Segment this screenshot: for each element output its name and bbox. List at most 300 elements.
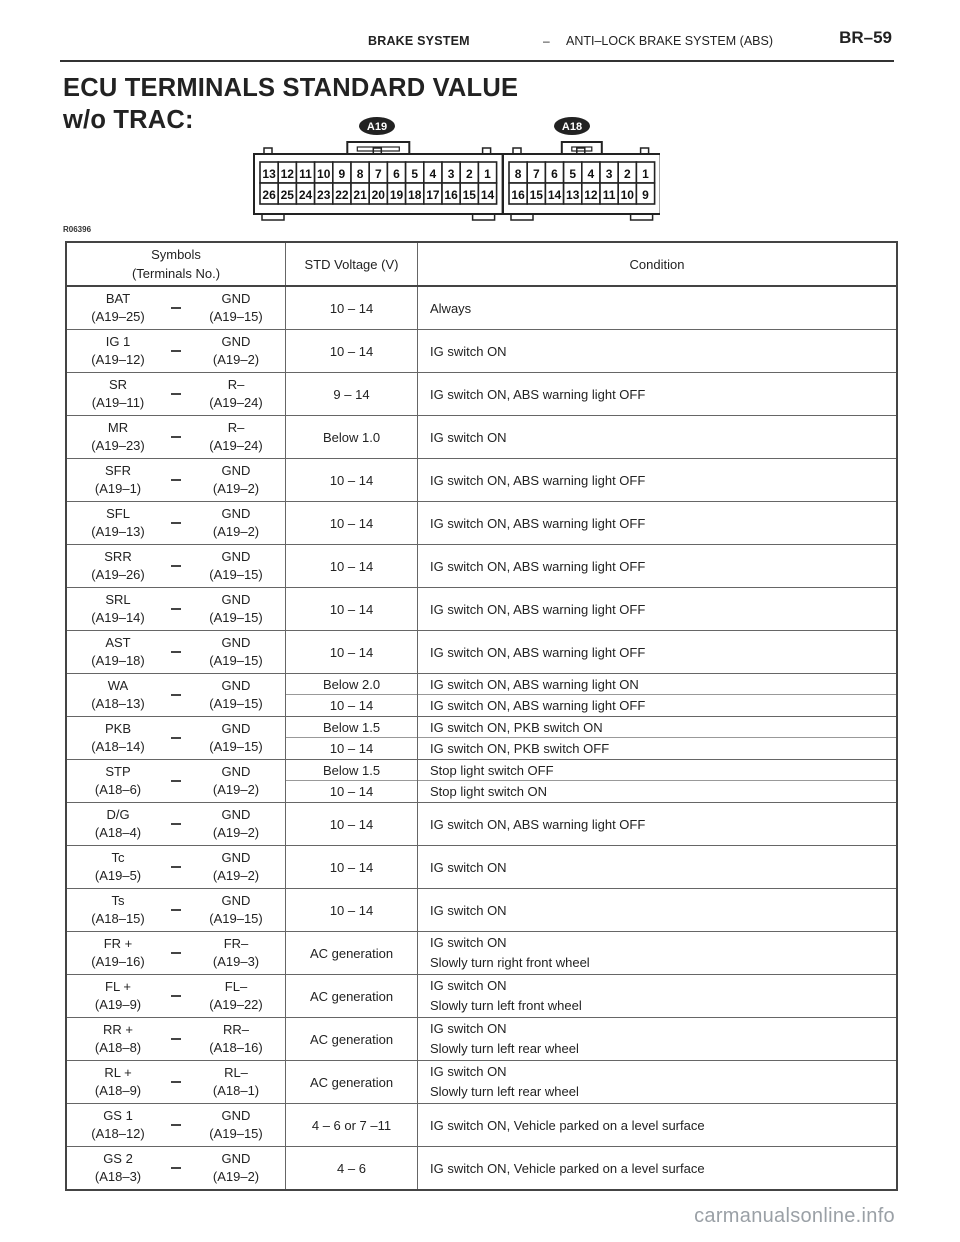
condition-cell [418, 588, 896, 630]
terminal-separator [171, 1081, 181, 1083]
voltage-value: AC generation [309, 1031, 394, 1047]
terminal-separator [171, 1038, 181, 1040]
pin-number: 7 [374, 167, 382, 181]
terminal-number: (A19–15) [209, 610, 263, 625]
label-a19: A19 [366, 121, 388, 133]
condition-text: Stop light switch ON [430, 784, 548, 799]
connector-diagram [240, 110, 660, 240]
terminal-number: (A19–2) [212, 782, 260, 797]
terminal-separator [171, 307, 181, 309]
pin-number: 12 [584, 188, 598, 202]
terminal-separator [171, 522, 181, 524]
terminal-symbol: Tc [111, 850, 125, 865]
subsection-title: ANTI–LOCK BRAKE SYSTEM (ABS) [566, 34, 773, 48]
header-voltage: STD Voltage (V) [286, 243, 418, 285]
terminal-symbol: GND [221, 463, 251, 478]
voltage-value: 10 – 14 [329, 300, 374, 316]
voltage-cell [286, 674, 418, 716]
terminal-negative [191, 545, 281, 587]
pin-number: 18 [408, 188, 422, 202]
condition-text: IG switch ON, ABS warning light OFF [430, 515, 646, 531]
condition-text: Stop light switch OFF [418, 760, 896, 781]
terminal-separator [171, 1124, 181, 1126]
pin-number: 23 [317, 188, 331, 202]
condition-text: IG switch ON, PKB switch ON [418, 717, 896, 738]
table-row [67, 803, 896, 846]
terminal-negative [191, 459, 281, 501]
voltage-value: 10 – 14 [329, 644, 374, 660]
table-row [67, 1061, 896, 1104]
terminal-positive [73, 1018, 163, 1060]
voltage-cell [286, 1061, 418, 1103]
pin-number: 20 [371, 188, 385, 202]
terminal-number: (A19–23) [91, 438, 145, 453]
terminal-number: (A19–15) [209, 567, 263, 582]
terminal-symbol: FL– [224, 979, 248, 994]
terminal-separator [171, 350, 181, 352]
condition-cell [418, 1018, 896, 1060]
condition-text: IG switch ON [430, 1064, 507, 1079]
pin-number: 13 [262, 167, 276, 181]
terminal-positive [73, 373, 163, 415]
terminal-symbol: SR [108, 377, 128, 392]
condition-cell [418, 760, 896, 802]
terminal-positive [73, 330, 163, 372]
terminal-symbol: GND [221, 334, 251, 349]
terminal-negative [191, 330, 281, 372]
symbol-cell [67, 502, 286, 544]
voltage-value: 10 – 14 [329, 784, 374, 799]
terminal-number: (A18–1) [212, 1083, 260, 1098]
pin-number: 22 [335, 188, 349, 202]
terminal-negative [191, 1147, 281, 1189]
terminal-negative [191, 846, 281, 888]
voltage-value: 4 – 6 or 7 –11 [311, 1117, 392, 1133]
terminal-number: (A19–9) [94, 997, 142, 1012]
voltage-value: 10 – 14 [329, 515, 374, 531]
condition-text: IG switch ON, ABS warning light OFF [430, 644, 646, 660]
terminal-number: (A19–2) [212, 481, 260, 496]
pin-number: 10 [620, 188, 634, 202]
pin-number: 7 [532, 167, 540, 181]
terminal-number: (A18–3) [94, 1169, 142, 1184]
pin-number: 14 [480, 188, 495, 202]
terminal-negative [191, 1104, 281, 1146]
terminal-number: (A19–25) [91, 309, 145, 324]
terminal-positive [73, 760, 163, 802]
pin-number: 2 [465, 167, 473, 181]
voltage-value: AC generation [309, 945, 394, 961]
header-separator: – [543, 34, 550, 48]
table-row [67, 459, 896, 502]
condition-cell [418, 932, 896, 974]
voltage-cell [286, 717, 418, 759]
condition-cell [418, 416, 896, 458]
voltage-cell [286, 588, 418, 630]
table-row [67, 1104, 896, 1147]
table-row [67, 287, 896, 330]
terminal-number: (A19–15) [209, 653, 263, 668]
condition-cell [418, 373, 896, 415]
terminal-positive [73, 1147, 163, 1189]
terminal-symbol: GS 2 [103, 1151, 133, 1166]
symbol-cell [67, 1147, 286, 1189]
terminal-symbol: IG 1 [105, 334, 131, 349]
symbol-cell [67, 1061, 286, 1103]
terminal-separator [171, 436, 181, 438]
condition-text: IG switch ON [430, 1021, 507, 1036]
voltage-value: 10 – 14 [329, 558, 374, 574]
terminal-number: (A19–15) [209, 696, 263, 711]
voltage-value: Below 1.5 [286, 760, 417, 781]
condition-cell [418, 717, 896, 759]
condition-text: IG switch ON, ABS warning light OFF [430, 816, 646, 832]
condition-cell [418, 889, 896, 931]
label-a18: A18 [561, 121, 583, 133]
terminal-number: (A19–15) [209, 309, 263, 324]
symbol-cell [67, 717, 286, 759]
table-row [67, 588, 896, 631]
condition-cell [418, 1061, 896, 1103]
terminal-separator [171, 694, 181, 696]
terminal-number: (A19–12) [91, 352, 145, 367]
terminal-number: (A19–13) [91, 524, 145, 539]
table-body [67, 287, 896, 1189]
condition-text: IG switch ON, ABS warning light OFF [430, 386, 646, 402]
pin-number: 16 [444, 188, 458, 202]
table-row [67, 932, 896, 975]
terminal-number: (A19–15) [209, 739, 263, 754]
terminal-symbol: GND [221, 893, 251, 908]
voltage-cell [286, 975, 418, 1017]
pin-number: 5 [411, 167, 419, 181]
terminal-symbol: SRR [104, 549, 132, 564]
terminal-symbol: BAT [105, 291, 131, 306]
terminal-number: (A19–24) [209, 438, 263, 453]
symbol-cell [67, 287, 286, 329]
header-symbols [67, 243, 286, 285]
header-symbols-line-1: Symbols [151, 247, 201, 262]
condition-cell [418, 674, 896, 716]
pin-number: 26 [262, 188, 276, 202]
terminal-positive [73, 1104, 163, 1146]
table-row [67, 502, 896, 545]
voltage-cell [286, 416, 418, 458]
condition-cell [418, 631, 896, 673]
terminal-symbol: Ts [111, 893, 125, 908]
condition-cell [418, 1104, 896, 1146]
voltage-cell [286, 330, 418, 372]
terminal-positive [73, 459, 163, 501]
terminal-positive [73, 889, 163, 931]
terminal-separator [171, 608, 181, 610]
terminal-number: (A18–12) [91, 1126, 145, 1141]
terminal-negative [191, 717, 281, 759]
label-badge-a18 [554, 117, 590, 135]
terminal-symbol: RR + [103, 1022, 133, 1037]
condition-text: IG switch ON, PKB switch OFF [430, 741, 610, 756]
pin-number: 9 [642, 188, 649, 202]
terminal-separator [171, 393, 181, 395]
symbol-cell [67, 674, 286, 716]
terminal-symbol: GND [221, 291, 251, 306]
terminal-separator [171, 651, 181, 653]
terminal-positive [73, 932, 163, 974]
symbol-cell [67, 1104, 286, 1146]
voltage-cell [286, 1147, 418, 1189]
terminal-negative [191, 416, 281, 458]
pin-number: 12 [280, 167, 294, 181]
voltage-cell [286, 287, 418, 329]
symbol-cell [67, 846, 286, 888]
terminal-number: (A18–14) [91, 739, 145, 754]
terminal-symbol: STP [105, 764, 131, 779]
terminal-number: (A19–15) [209, 911, 263, 926]
connector-a18 [503, 142, 660, 220]
terminal-separator [171, 823, 181, 825]
page-number: BR–59 [839, 28, 892, 47]
terminal-negative [191, 588, 281, 630]
symbol-cell [67, 373, 286, 415]
pin-number: 24 [298, 188, 313, 202]
condition-text: IG switch ON [430, 343, 507, 359]
table-row [67, 760, 896, 803]
connector-a19 [254, 142, 503, 220]
voltage-value: 10 – 14 [329, 741, 374, 756]
header-symbols-line-2: (Terminals No.) [131, 266, 221, 281]
pin-number: 6 [393, 167, 400, 181]
terminal-number: (A19–14) [91, 610, 145, 625]
symbol-cell [67, 588, 286, 630]
voltage-cell [286, 373, 418, 415]
pin-number: 6 [551, 167, 558, 181]
condition-cell [418, 1147, 896, 1189]
terminal-number: (A18–4) [94, 825, 142, 840]
voltage-cell [286, 1018, 418, 1060]
terminal-positive [73, 588, 163, 630]
condition-text: IG switch ON [430, 859, 507, 875]
terminal-symbol: GND [221, 721, 251, 736]
pin-number: 15 [462, 188, 476, 202]
voltage-value: 10 – 14 [329, 472, 374, 488]
terminal-separator [171, 952, 181, 954]
voltage-cell [286, 760, 418, 802]
pin-number: 11 [602, 188, 616, 202]
terminal-negative [191, 502, 281, 544]
condition-text: IG switch ON, ABS warning light ON [418, 674, 896, 695]
pin-number: 17 [426, 188, 440, 202]
terminal-number: (A19–5) [94, 868, 142, 883]
pin-number: 2 [623, 167, 631, 181]
terminal-negative [191, 1018, 281, 1060]
table-row [67, 846, 896, 889]
condition-cell [418, 803, 896, 845]
pin-number: 19 [389, 188, 404, 202]
condition-text: IG switch ON, ABS warning light OFF [430, 698, 646, 713]
terminal-separator [171, 780, 181, 782]
voltage-value: 10 – 14 [329, 601, 374, 617]
terminal-negative [191, 889, 281, 931]
terminal-symbol: FL + [105, 979, 131, 994]
terminal-symbol: GND [221, 1151, 251, 1166]
terminal-symbol: WA [107, 678, 129, 693]
condition-cell [418, 545, 896, 587]
terminal-number: (A19–16) [91, 954, 145, 969]
terminal-negative [191, 1061, 281, 1103]
terminal-symbol: FR– [223, 936, 249, 951]
voltage-value: AC generation [309, 988, 394, 1004]
condition-text: Always [430, 300, 472, 316]
table-row [67, 674, 896, 717]
symbol-cell [67, 1018, 286, 1060]
pin-number: 1 [484, 167, 491, 181]
terminal-symbol: GND [221, 592, 251, 607]
voltage-value: 10 – 14 [329, 859, 374, 875]
voltage-value: 10 – 14 [329, 698, 374, 713]
voltage-value: Below 1.0 [322, 429, 381, 445]
symbol-cell [67, 803, 286, 845]
voltage-cell [286, 545, 418, 587]
terminal-positive [73, 803, 163, 845]
pin-number: 4 [587, 167, 595, 181]
terminal-positive [73, 416, 163, 458]
terminal-symbol: GND [221, 549, 251, 564]
terminal-symbol: GND [221, 850, 251, 865]
voltage-cell [286, 459, 418, 501]
terminal-positive [73, 846, 163, 888]
condition-cell [418, 975, 896, 1017]
terminal-number: (A18–8) [94, 1040, 142, 1055]
voltage-value: 10 – 14 [329, 816, 374, 832]
terminal-symbol: RL– [224, 1065, 248, 1080]
voltage-value: 4 – 6 [337, 1160, 366, 1176]
condition-text: IG switch ON, Vehicle parked on a level surface [430, 1117, 705, 1133]
header-condition: Condition [629, 256, 685, 272]
terminal-number: (A19–2) [212, 524, 260, 539]
pin-number: 5 [569, 167, 577, 181]
voltage-cell [286, 803, 418, 845]
terminal-symbol: RL + [104, 1065, 132, 1080]
table-row [67, 889, 896, 932]
terminal-separator [171, 995, 181, 997]
terminal-separator [171, 866, 181, 868]
condition-text: IG switch ON, Vehicle parked on a level surface [430, 1160, 705, 1176]
terminal-symbol: D/G [106, 807, 130, 822]
table-row [67, 330, 896, 373]
condition-text: IG switch ON [430, 429, 507, 445]
condition-text: Slowly turn left rear wheel [430, 1084, 579, 1099]
terminal-value-table [65, 241, 898, 1191]
voltage-cell [286, 502, 418, 544]
symbol-cell [67, 932, 286, 974]
terminal-symbol: GND [221, 764, 251, 779]
terminal-number: (A18–15) [91, 911, 145, 926]
pin-number: 21 [353, 188, 367, 202]
symbol-cell [67, 416, 286, 458]
condition-text: IG switch ON [430, 935, 507, 950]
terminal-symbol: SRL [105, 592, 131, 607]
table-row [67, 717, 896, 760]
terminal-symbol: GS 1 [103, 1108, 133, 1123]
terminal-symbol: R– [227, 377, 245, 392]
voltage-cell [286, 846, 418, 888]
symbol-cell [67, 975, 286, 1017]
condition-text: IG switch ON [430, 978, 507, 993]
pin-number: 25 [280, 188, 294, 202]
terminal-symbol: MR [107, 420, 129, 435]
page-header [60, 26, 894, 62]
symbol-cell [67, 889, 286, 931]
symbol-cell [67, 760, 286, 802]
terminal-negative [191, 631, 281, 673]
voltage-cell [286, 889, 418, 931]
pin-number: 3 [605, 167, 613, 181]
terminal-number: (A19–18) [91, 653, 145, 668]
table-row [67, 416, 896, 459]
pin-number: 4 [429, 167, 437, 181]
condition-text: IG switch ON, ABS warning light OFF [430, 601, 646, 617]
terminal-number: (A19–24) [209, 395, 263, 410]
terminal-number: (A18–9) [94, 1083, 142, 1098]
symbol-cell [67, 330, 286, 372]
terminal-number: (A19–11) [91, 395, 145, 410]
terminal-separator [171, 737, 181, 739]
voltage-value: Below 2.0 [286, 674, 417, 695]
terminal-symbol: SFL [106, 506, 130, 521]
pin-number: 3 [447, 167, 455, 181]
terminal-number: (A19–22) [209, 997, 263, 1012]
pin-number: 11 [299, 167, 312, 181]
terminal-number: (A19–3) [212, 954, 260, 969]
voltage-value: 9 – 14 [333, 386, 370, 402]
terminal-number: (A19–26) [91, 567, 145, 582]
terminal-separator [171, 479, 181, 481]
watermark: carmanualsonline.info [694, 1205, 895, 1227]
table-header [67, 243, 896, 287]
table-row [67, 1147, 896, 1189]
pin-number: 1 [642, 167, 649, 181]
pin-number: 14 [547, 188, 562, 202]
terminal-positive [73, 545, 163, 587]
title-line-1: ECU TERMINALS STANDARD VALUE [63, 74, 519, 102]
terminal-negative [191, 373, 281, 415]
terminal-negative [191, 975, 281, 1017]
terminal-symbol: RR– [222, 1022, 249, 1037]
terminal-positive [73, 631, 163, 673]
figure-code: R06396 [63, 225, 92, 234]
terminal-positive [73, 502, 163, 544]
condition-cell [418, 846, 896, 888]
terminal-number: (A18–13) [91, 696, 145, 711]
voltage-value: Below 1.5 [286, 717, 417, 738]
symbol-cell [67, 545, 286, 587]
pin-number: 9 [338, 167, 346, 181]
condition-text: Slowly turn left rear wheel [430, 1041, 579, 1056]
table-row [67, 373, 896, 416]
symbol-cell [67, 631, 286, 673]
terminal-negative [191, 932, 281, 974]
pin-number: 8 [356, 167, 364, 181]
condition-text: Slowly turn right front wheel [430, 955, 590, 970]
pin-number: 8 [514, 167, 522, 181]
terminal-positive [73, 287, 163, 329]
terminal-symbol: GND [221, 807, 251, 822]
terminal-number: (A19–2) [212, 1169, 260, 1184]
terminal-number: (A19–2) [212, 868, 260, 883]
terminal-symbol: PKB [104, 721, 131, 736]
terminal-negative [191, 760, 281, 802]
condition-text: IG switch ON, ABS warning light OFF [430, 558, 646, 574]
